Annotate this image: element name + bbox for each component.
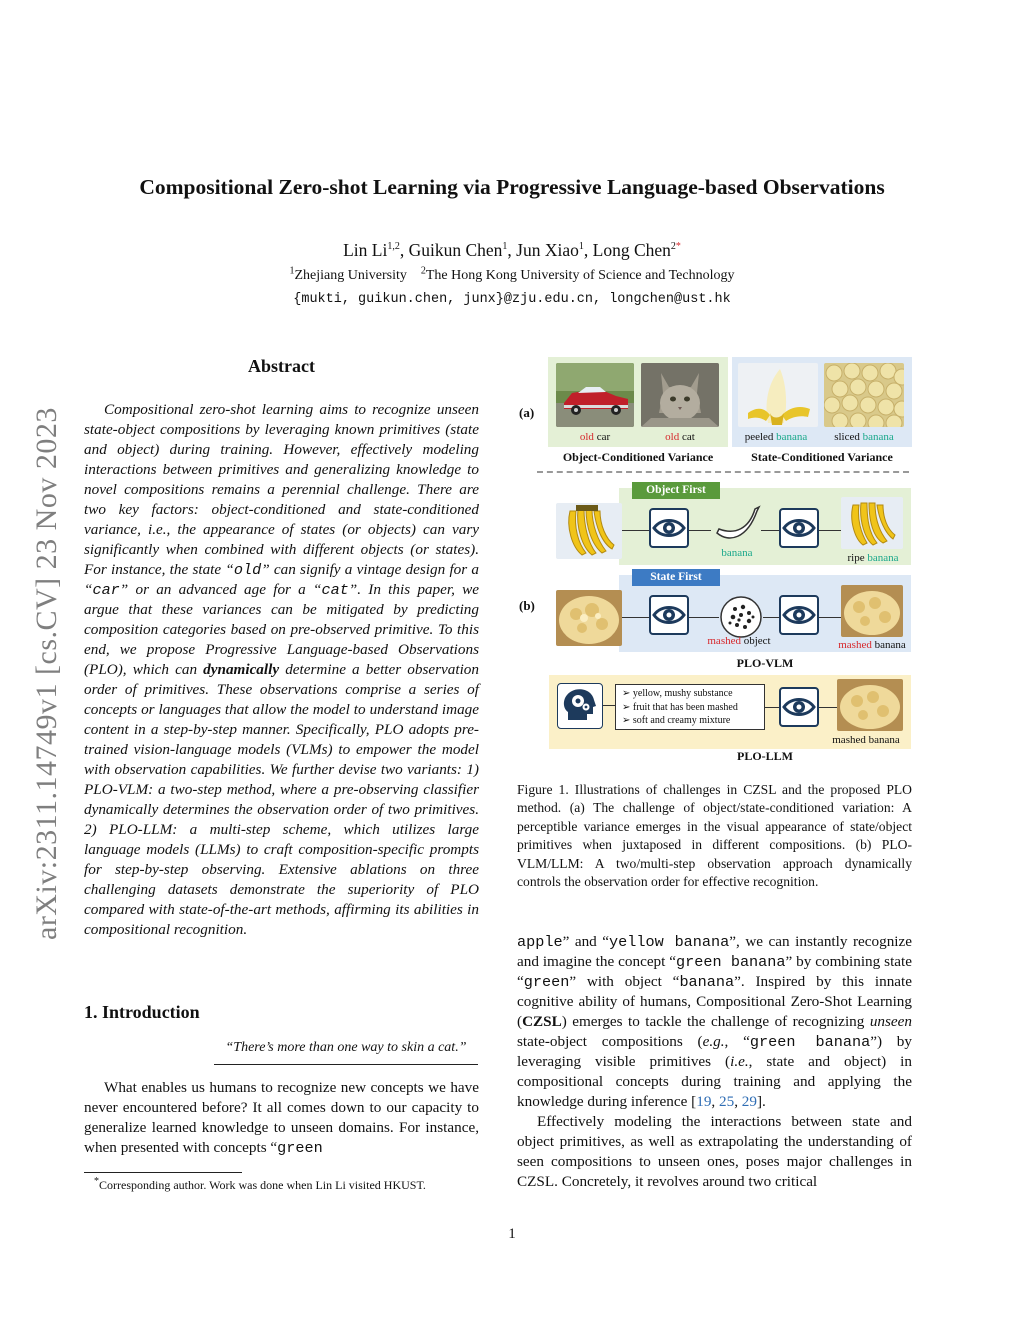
affil-name: Zhejiang University (294, 268, 407, 283)
abstract-p3: ” or an advanced age for a “ (119, 581, 322, 598)
abstract-p1: Compositional zero-shot learning aims to recognize unseen state-object compositions by leveraging known primitives (state and object) during training. However, effectively modeling interactions between primitives and generalizing knowledge to novel compositions remains a perennial challenge. There are two key factors: object-conditioned and state-conditioned variance, i.e., the appearance of states (or objects) can vary significantly when combined with different objects (or states). For instance, the state “ (84, 401, 479, 578)
page-number: 1 (508, 1226, 516, 1242)
figure-1 (517, 355, 917, 765)
prompt-text: soft and creamy mixture (632, 715, 731, 726)
corresponding-mark: * (675, 241, 681, 253)
state-word: peeled (744, 431, 774, 443)
output-label (829, 639, 915, 651)
citation-link[interactable]: 29 (741, 1093, 757, 1110)
banana-outline-icon (713, 503, 761, 547)
author-sep: , (583, 240, 593, 260)
arrow-line (622, 617, 649, 618)
code-green-banana: green banana (676, 953, 786, 971)
object-word: car (596, 431, 611, 443)
object-first-badge: Object First (632, 482, 720, 499)
footnote-text: Corresponding author. Work was done when Lin Li visited HKUST. (99, 1178, 426, 1192)
llm-output-image (837, 679, 903, 731)
paper-title: Compositional Zero-shot Learning via Progressive Language-based Observations (139, 175, 885, 199)
author-sup: 2 (670, 241, 676, 253)
emails: {mukti, guikun.chen, junx}@zju.edu.cn, longchen@ust.hk (293, 292, 731, 307)
code-green: green (277, 1139, 323, 1157)
text-run: ”. Inspired by this innate cognitive ability of humans, Compositional Zero-Shot Learning ( (517, 973, 913, 1030)
arrow-line (689, 530, 711, 531)
author-list (0, 240, 1012, 261)
affil-name: The Hong Kong University of Science and Technology (425, 268, 735, 283)
author-sup: 1 (502, 241, 508, 253)
arrow-line (819, 530, 841, 531)
code-cat: cat (321, 581, 349, 599)
text-run: ” by combining state “ (517, 953, 912, 990)
peeled-banana-image (738, 363, 818, 427)
dashed-divider (537, 471, 909, 473)
arrow-line (761, 530, 779, 531)
emph-eg: e.g. (702, 1033, 725, 1050)
abstract-heading: Abstract (248, 356, 315, 376)
object-word: banana (874, 639, 906, 651)
brain-gear-icon (557, 683, 603, 729)
panel-b-label: (b) (519, 598, 535, 613)
eye-icon (779, 595, 819, 635)
arrow-line (819, 707, 837, 708)
panel-a-label: (a) (519, 405, 535, 420)
texture-ball-icon (719, 595, 763, 639)
mashed-banana-image (841, 585, 903, 637)
text-run: state-object compositions ( (517, 1033, 703, 1050)
sliced-banana-label (819, 431, 909, 443)
abstract-p4: ”. In this paper, we argue that these variances can be mitigated by predicting composition categories based on pre-observed primitive. To this end, we propose Progressive Language-based Observations (PLO), which can (84, 581, 479, 678)
state-word: mashed (838, 639, 872, 651)
eye-icon (779, 508, 819, 548)
code-apple: apple (517, 933, 563, 951)
object-word: banana (867, 552, 899, 564)
footnote (84, 1178, 484, 1193)
state-word: sliced (834, 431, 860, 443)
intro-text: What enables us humans to recognize new concepts we have never encountered before? It all comes down to our capacity to generalize learned knowledge to unseen domains. For instance, when presented with concepts “ (84, 1079, 479, 1156)
author-name: Guikun Chen (408, 240, 503, 260)
abstract-p2: ” can signify a vintage design for a “ (84, 561, 479, 598)
code-green-banana: green banana (749, 1033, 871, 1051)
arrow-line (689, 617, 719, 618)
intro-paragraph: apple” and “yellow banana”, we can instantly recognize and imagine the concept “green banana” by combining state “green” with object “banana”. Inspired by this innate cognitive ability of humans, Compositional Zero-Shot Learning (CZSL) emerges to tackle the challenge of recognizing unseen state-object compositions (e.g., “green banana”) by leveraging visible primitives (i.e., state and object) in compositional concepts during training and applying the knowledge during inference [19, 25, 29]. (517, 933, 913, 1110)
code-banana: banana (679, 973, 735, 991)
code-green: green (523, 973, 570, 991)
code-yellow-banana: yellow banana (609, 933, 730, 951)
arrow-line (622, 530, 649, 531)
epigraph: “There’s more than one way to skin a cat.” (214, 1040, 478, 1065)
input-banana-image (556, 503, 622, 559)
plo-llm-label: PLO-LLM (737, 749, 793, 763)
prompt-item: ➢ yellow, mushy substance (622, 688, 733, 699)
footnote-rule (84, 1172, 242, 1173)
text-run: ” and “ (562, 933, 610, 950)
author-sep: , (507, 240, 517, 260)
abstract-p5: determine a better observation order of primitives. These observations comprise a series of concepts or languages that allow the model to understand image content in a step-by-step manner. Specifically, PLO adopts pre-trained vision-language models (VLMs) to empower the model with observation capabilities. We further devise two variants: 1) PLO-VLM: a two-step method, where a pre-observing classifier dynamically determines the observation order of two primitives. 2) PLO-LLM: a multi-step scheme, which utilizes large language models (LLMs) to craft composition-specific prompts for step-by-step observing. Extensive ablations on three challenging datasets demonstrate the superiority of PLO compared with state-of-the-art methods, affirming its abilities in compositional recognition. (84, 661, 479, 938)
section-heading: 1. Introduction (84, 1002, 200, 1022)
obj-cond-heading: Object-Conditioned Variance (562, 450, 714, 464)
object-word: banana (862, 431, 894, 443)
object-word: banana (776, 431, 808, 443)
text-run: ”, we can instantly recognize and imagine the concept “ (517, 933, 913, 970)
author-name: Lin Li (343, 240, 388, 260)
arxiv-stamp: arXiv:2311.14749v1 [cs.CV] 23 Nov 2023 (30, 407, 63, 940)
llm-prompt-box (615, 684, 765, 730)
prompt-text: fruit that has been mashed (632, 701, 738, 713)
author-sup: 1 (578, 241, 584, 253)
prompt-text: yellow, mushy substance (632, 688, 733, 699)
footnote-mark: * (94, 1176, 99, 1187)
eye-icon (779, 687, 819, 727)
state-cond-heading: State-Conditioned Variance (751, 450, 893, 464)
czsl-acronym: CZSL (522, 1013, 562, 1030)
eye-icon (649, 595, 689, 635)
emph-unseen: unseen (869, 1013, 912, 1030)
sliced-banana-image (824, 363, 904, 427)
peeled-banana-label (731, 431, 821, 443)
author-name: Long Chen (592, 240, 671, 260)
affiliations (0, 265, 1012, 284)
abstract-bold: dynamically (203, 661, 280, 678)
affil-sup: 2 (420, 265, 426, 277)
mid-object-label: banana (721, 547, 753, 559)
object-word: cat (681, 431, 695, 443)
text-run: , state and object) in compositional concepts during training and applying the knowledge during inference [ (517, 1053, 912, 1110)
affil-sup: 1 (289, 265, 295, 277)
text-run: ]. (756, 1093, 766, 1110)
emph-ie: i.e. (730, 1053, 749, 1070)
state-word: ripe (847, 552, 865, 564)
abstract-text (84, 400, 479, 940)
object-word: object (743, 635, 771, 647)
intro-paragraph (84, 1078, 479, 1158)
state-word: old (665, 431, 680, 443)
old-car-image (556, 363, 634, 427)
text-run: ” with object “ (569, 973, 680, 990)
plo-vlm-label: PLO-VLM (736, 656, 794, 670)
prompt-item: ➢ soft and creamy mixture (622, 715, 731, 726)
old-cat-label (641, 431, 719, 443)
arrow-line (819, 617, 841, 618)
author-name: Jun Xiao (516, 240, 579, 260)
author-sup: 1,2 (387, 241, 400, 253)
text-run: ) emerges to tackle the challenge of recognizing (561, 1013, 870, 1030)
eye-icon (649, 508, 689, 548)
text-run: , “ (724, 1033, 750, 1050)
input-mashed-image (556, 590, 622, 646)
old-cat-image (641, 363, 719, 427)
citation-link[interactable]: 25 (719, 1093, 735, 1110)
author-sep: , (399, 240, 409, 260)
code-old: old (233, 561, 262, 579)
code-car: car (92, 581, 120, 599)
state-word: old (579, 431, 594, 443)
intro-paragraph: Effectively modeling the interactions between state and object primitives, as well as extrapolating the understanding of seen compositions to unseen ones, poses major challenges in CZSL. Concretely, it revolves around two critical (517, 1113, 912, 1190)
intro-right-column (517, 932, 912, 1192)
old-car-label (556, 431, 634, 443)
mid-state-label (699, 635, 779, 647)
figure-caption: Figure 1. Illustrations of challenges in CZSL and the proposed PLO method. (a) The challenge of object/state-conditioned variation: A perceptible variance emerges in the visual appearance of state/object primitives when juxtaposed in different compositions. (b) PLO-VLM/LLM: A two/multi-step observation approach dynamically controls the observation order for effective recognition. (517, 782, 912, 890)
citation-link[interactable]: 19 (696, 1093, 712, 1110)
ripe-banana-image (841, 497, 903, 549)
state-first-badge: State First (632, 569, 720, 586)
output-label (835, 552, 911, 564)
arrow-line (603, 705, 615, 706)
prompt-item: ➢ fruit that has been mashed (622, 701, 738, 713)
state-word: mashed (707, 635, 741, 647)
llm-output-label: mashed banana (832, 734, 900, 746)
arrow-line (763, 617, 779, 618)
arrow-line (765, 707, 779, 708)
text-run: ”) by leveraging visible primitives ( (517, 1033, 912, 1070)
